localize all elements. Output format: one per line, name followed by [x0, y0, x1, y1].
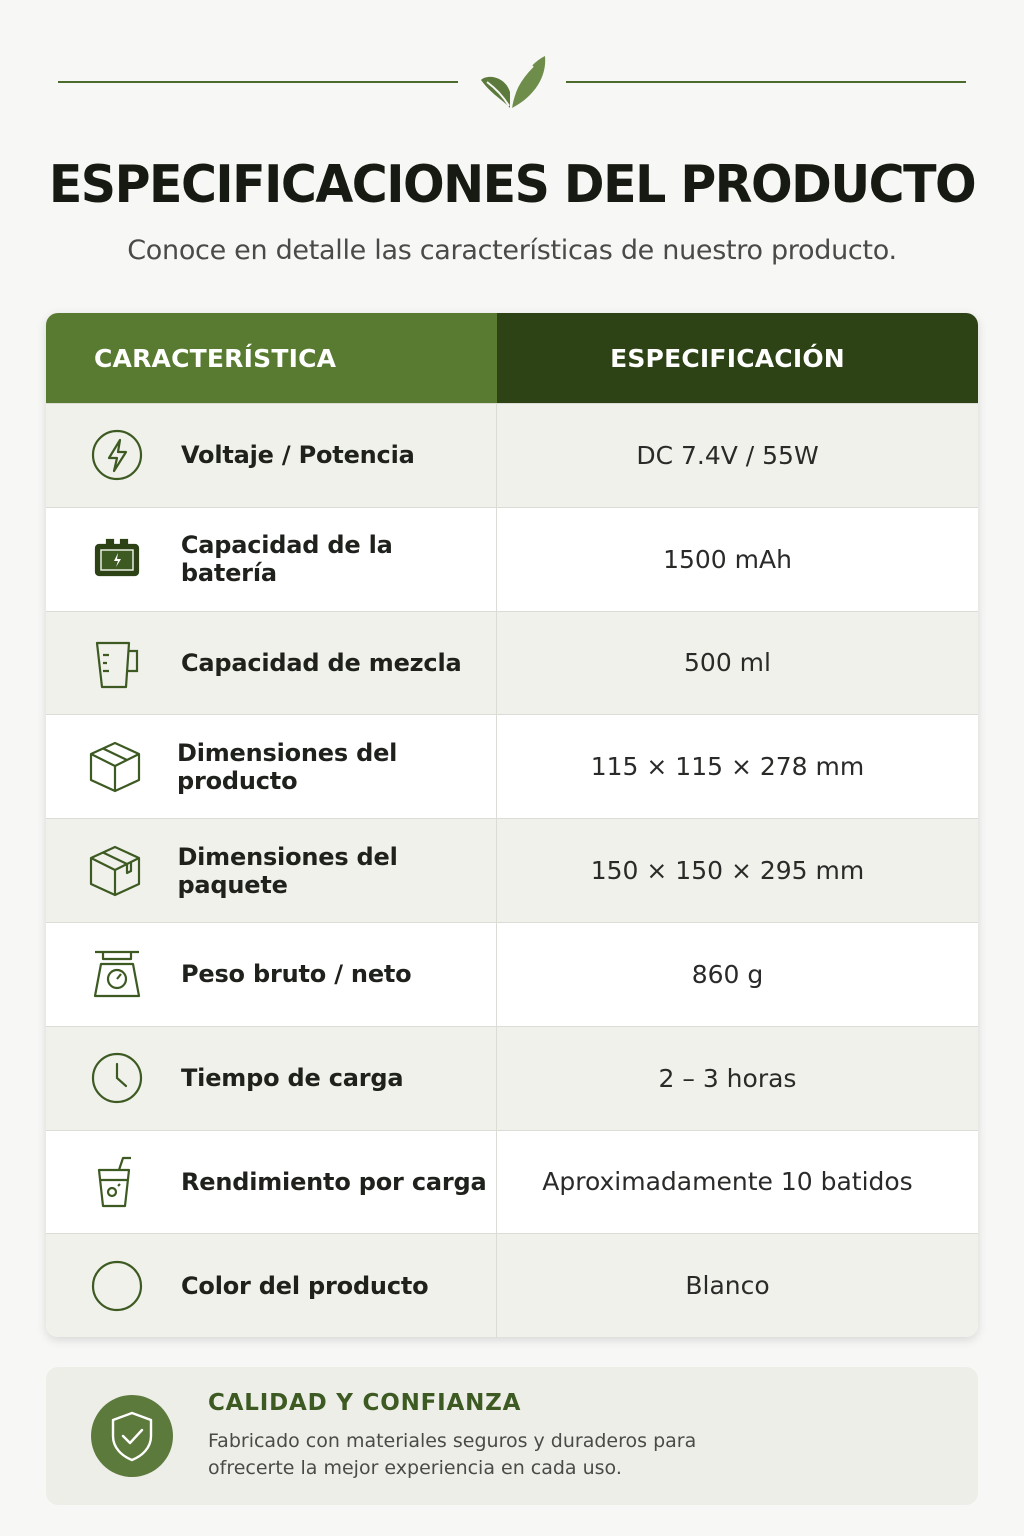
row-value: 2 – 3 horas [658, 1063, 797, 1093]
row-label: Tiempo de carga [181, 1064, 404, 1093]
row-label: Rendimiento por carga [181, 1167, 487, 1196]
smoothie-cup-icon [87, 1152, 147, 1212]
banner-body: Fabricado con materiales seguros y duraderos para ofrecerte la mejor experiencia en cada uso. [208, 1430, 697, 1479]
table-header [46, 313, 978, 403]
table-row [46, 1233, 978, 1337]
table-row [46, 818, 978, 922]
row-value: 115 × 115 × 278 mm [590, 752, 865, 782]
row-label: Capacidad de mezcla [181, 648, 462, 677]
row-label: Capacidad de la batería [180, 531, 393, 588]
row-value: Aproximadamente 10 batidos [542, 1167, 913, 1197]
page-title: ESPECIFICACIONES DEL PRODUCTO [48, 154, 976, 215]
table-row [46, 1130, 978, 1234]
row-label: Peso bruto / neto [181, 960, 412, 989]
row-label: Dimensiones del paquete [177, 842, 398, 899]
row-value: 1500 mAh [663, 544, 792, 574]
column-header-feature: CARACTERÍSTICA [46, 313, 497, 403]
row-value: DC 7.4V / 55W [636, 440, 819, 470]
clock-icon [87, 1048, 147, 1108]
table-row [46, 1026, 978, 1130]
package-icon [87, 841, 143, 901]
divider-line-left [58, 81, 458, 83]
row-label: Dimensiones del producto [177, 738, 398, 795]
divider-line-right [566, 81, 966, 83]
scale-icon [87, 944, 147, 1004]
table-row [46, 611, 978, 715]
table-row [46, 507, 978, 611]
leaf-icon [472, 52, 552, 112]
page-subtitle: Conoce en detalle las características de nuestro producto. [127, 235, 897, 266]
row-value: 150 × 150 × 295 mm [590, 856, 865, 886]
row-label: Voltaje / Potencia [181, 441, 415, 470]
column-header-spec: ESPECIFICACIÓN [497, 313, 978, 403]
specs-table [46, 313, 978, 1337]
measuring-cup-icon [87, 633, 147, 693]
table-row [46, 403, 978, 507]
banner-title: CALIDAD Y CONFIANZA [208, 1390, 522, 1416]
quality-banner [46, 1367, 978, 1505]
row-value: Blanco [685, 1271, 770, 1301]
battery-icon [87, 529, 147, 589]
top-divider [58, 52, 966, 112]
row-label: Color del producto [181, 1271, 429, 1300]
circle-icon [87, 1256, 147, 1316]
table-body [46, 403, 978, 1337]
row-value: 860 g [691, 959, 764, 989]
row-value: 500 ml [684, 648, 771, 678]
box-icon [87, 737, 143, 797]
lightning-icon [87, 425, 147, 485]
table-row [46, 714, 978, 818]
table-row [46, 922, 978, 1026]
shield-check-icon [91, 1395, 173, 1477]
